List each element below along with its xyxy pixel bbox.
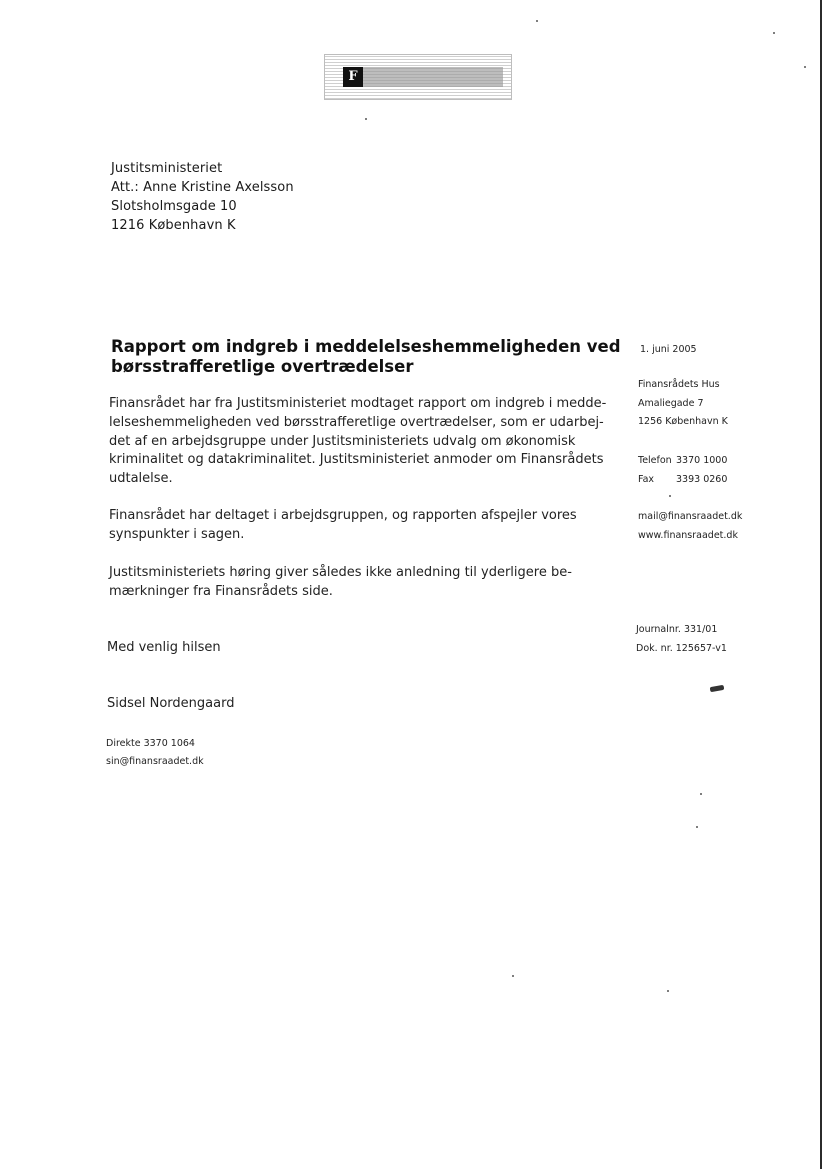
recipient-address [111, 159, 294, 235]
scan-speck [512, 975, 514, 977]
scan-blot [710, 685, 725, 692]
journal-number: Journalnr. 331/01 [636, 624, 718, 635]
body-line: Finansrådet har deltaget i arbejdsgruppen, og rapporten afspejler vores [109, 508, 577, 523]
body-line: Justitsministeriets høring giver således ikke anledning til yderligere be- [109, 565, 572, 580]
sender-address-line: 1256 København K [638, 416, 728, 428]
body-paragraph-1 [109, 395, 606, 489]
scan-speck [669, 495, 671, 497]
scan-speck [696, 826, 698, 828]
recipient-line: Slotsholmsgade 10 [111, 199, 237, 214]
signer-email: sin@finansraadet.dk [106, 755, 204, 767]
scan-speck [804, 66, 806, 68]
body-line: kriminalitet og datakriminalitet. Justitsministeriet anmoder om Finansrådets [109, 452, 604, 468]
signer-direct-phone: Direkte 3370 1064 [106, 738, 195, 749]
fax-value: 3393 0260 [676, 473, 728, 485]
body-line: udtalelse. [109, 471, 173, 487]
scan-speck [365, 118, 367, 120]
signer-name: Sidsel Nordengaard [107, 696, 235, 711]
sender-website: www.finansraadet.dk [638, 529, 738, 541]
sender-phone-fax [638, 452, 727, 489]
body-line: det af en arbejdsgruppe under Justitsministeriets udvalg om økonomisk [109, 433, 576, 449]
finansraadet-logo [324, 54, 512, 100]
body-paragraph-2 [109, 507, 577, 545]
sender-address-line: Amaliegade 7 [638, 397, 704, 409]
closing-salutation: Med venlig hilsen [107, 640, 221, 655]
sender-online [638, 508, 742, 545]
body-line: Finansrådet har fra Justitsministeriet modtaget rapport om indgreb i medde- [109, 396, 607, 411]
phone-row [638, 452, 727, 471]
letter-date: 1. juni 2005 [640, 344, 697, 355]
fax-row [638, 471, 727, 490]
recipient-line: 1216 København K [111, 218, 236, 233]
title-line: Rapport om indgreb i meddelelseshemmeligheden ved [111, 337, 621, 356]
recipient-line: Att.: Anne Kristine Axelsson [111, 180, 294, 195]
logo-wordmark-band [343, 67, 503, 87]
document-number: Dok. nr. 125657-v1 [636, 642, 727, 654]
phone-value: 3370 1000 [676, 455, 728, 466]
scan-speck [667, 990, 669, 992]
body-paragraph-3 [109, 564, 572, 602]
body-line: lelseshemmeligheden ved børsstrafferetlige overtrædelser, som er udarbej- [109, 414, 604, 430]
scan-speck [536, 20, 538, 22]
letter-title [111, 337, 621, 377]
signer-contact [106, 735, 204, 770]
sender-email: mail@finansraadet.dk [638, 511, 743, 522]
scan-speck [700, 793, 702, 795]
phone-label: Telefon [638, 455, 672, 466]
reference-numbers [636, 621, 727, 658]
logo-f-mark: F [343, 67, 363, 87]
body-line: synspunkter i sagen. [109, 526, 245, 542]
sender-address-line: Finansrådets Hus [638, 379, 720, 390]
fax-label: Fax [638, 473, 655, 485]
title-line: børsstrafferetlige overtrædelser [111, 357, 414, 376]
body-line: mærkninger fra Finansrådets side. [109, 583, 333, 599]
recipient-line: Justitsministeriet [111, 161, 223, 176]
scan-edge [820, 0, 822, 1169]
sender-address [638, 376, 728, 432]
scan-speck [773, 32, 775, 34]
